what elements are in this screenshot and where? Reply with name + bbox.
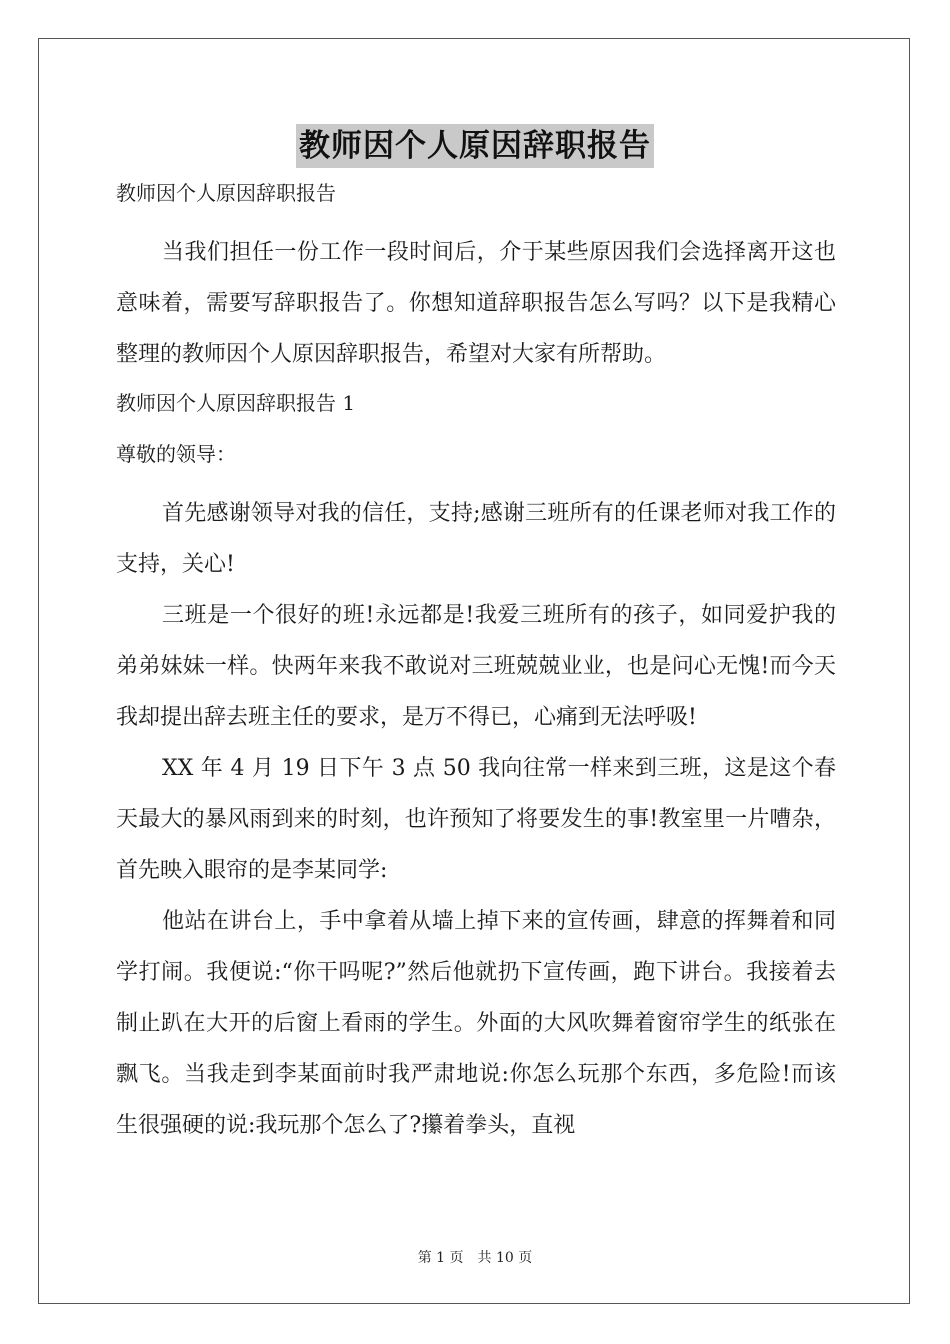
salutation: 尊敬的领导： xyxy=(116,442,236,466)
body-paragraph-4: 他站在讲台上，手中拿着从墙上掉下来的宣传画，肆意的挥舞着和同学打闹。我便说:“你干吗呢?”然后他就扔下宣传画，跑下讲台。我接着去制止趴在大开的后窗上看雨的学生。外面的大风吹舞着窗帘学生的纸张在飘飞。当我走到李某面前时我严肃地说:你怎么玩那个东西，多危险!而该生很强硬的说:我玩那个怎么了?攥着拳头，直视 xyxy=(116,909,836,1138)
page-total: 共 10 页 xyxy=(477,1250,533,1266)
page-footer xyxy=(0,1247,950,1267)
page-number: 第 1 页 xyxy=(417,1250,464,1266)
intro-paragraph: 当我们担任一份工作一段时间后，介于某些原因我们会选择离开这也意味着，需要写辞职报告了。你想知道辞职报告怎么写吗？以下是我精心整理的教师因个人原因辞职报告，希望对大家有所帮助。 xyxy=(116,240,836,367)
body-paragraph-1: 首先感谢领导对我的信任，支持;感谢三班所有的任课老师对我工作的支持，关心! xyxy=(116,501,836,577)
section-heading: 教师因个人原因辞职报告 1 xyxy=(116,391,356,415)
body-paragraph-3: XX 年 4 月 19 日下午 3 点 50 我向往常一样来到三班，这是这个春天最大的暴风雨到来的时刻，也许预知了将要发生的事!教室里一片嘈杂，首先映入眼帘的是李某同学: xyxy=(116,756,836,883)
body-paragraph-2: 三班是一个很好的班!永远都是!我爱三班所有的孩子，如同爱护我的弟弟妹妹一样。快两年来我不敢说对三班兢兢业业，也是问心无愧!而今天我却提出辞去班主任的要求，是万不得已，心痛到无法呼吸! xyxy=(116,603,836,730)
document-body xyxy=(116,180,836,1151)
document-title: 教师因个人原因辞职报告 xyxy=(296,124,654,168)
document-subtitle: 教师因个人原因辞职报告 xyxy=(116,181,336,205)
title-wrapper xyxy=(0,124,950,168)
